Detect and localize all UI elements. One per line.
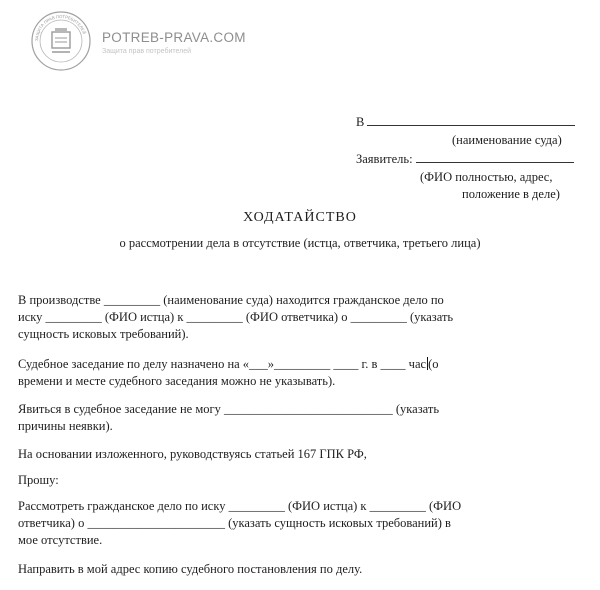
text-line: Рассмотреть гражданское дело по иску _________ (ФИО истца) к _________ (ФИО	[18, 499, 462, 513]
court-line	[356, 113, 575, 130]
paragraph-legal-basis	[18, 446, 578, 463]
paragraph-case-info	[18, 292, 578, 343]
watermark	[30, 10, 270, 70]
court-hint: (наименование суда)	[452, 133, 562, 147]
text-line: причины неявки).	[18, 419, 113, 433]
text-line: ответчика) о ______________________ (указать сущность исковых требований) в	[18, 516, 451, 530]
watermark-tagline: Защита прав потребителей	[102, 48, 192, 55]
watermark-site: POTREB-PRAVA.COM	[102, 30, 246, 45]
document-subtitle: о рассмотрении дела в отсутствие (истца, ответчика, третьего лица)	[119, 236, 481, 250]
applicant-hint-1: (ФИО полностью, адрес,	[420, 170, 553, 184]
text-segment: Судебное заседание по делу назначено на «___»_________ ____ г. в ____ час	[18, 357, 427, 371]
text-line: Явиться в судебное заседание не могу ___________________________ (указать	[18, 402, 440, 416]
text-line: Направить в мой адрес копию судебного постановления по делу.	[18, 562, 363, 576]
paragraph-request-label	[18, 472, 578, 489]
applicant-blank	[416, 150, 574, 163]
paragraph-copy-request	[18, 561, 578, 578]
text-line: времени и месте судебного заседания можно не указывать).	[18, 374, 336, 388]
applicant-hint-2: положение в деле)	[462, 187, 560, 201]
text-line: Прошу:	[18, 473, 59, 487]
text-line: В производстве _________ (наименование суда) находится гражданское дело по	[18, 293, 444, 307]
court-blank	[367, 113, 575, 126]
applicant-line	[356, 150, 574, 167]
text-line: На основании изложенного, руководствуясь статьей 167 ГПК РФ,	[18, 447, 367, 461]
paragraph-absence-reason	[18, 401, 578, 435]
court-prefix: В	[356, 115, 365, 129]
paragraph-hearing-date	[18, 356, 578, 390]
text-segment: (о	[428, 357, 439, 371]
text-line: иску _________ (ФИО истца) к _________ (ФИО ответчика) о _________ (указать	[18, 310, 454, 324]
document-title: ХОДАТАЙСТВО	[243, 210, 357, 225]
paragraph-request	[18, 498, 578, 549]
text-line: мое отсутствие.	[18, 533, 103, 547]
applicant-label: Заявитель:	[356, 152, 413, 166]
seal-text: ЗАЩИТА ПРАВ ПОТРЕБИТЕЛЕЙ	[33, 13, 87, 42]
seal-logo-icon	[30, 10, 92, 72]
text-line	[18, 356, 578, 373]
text-line: сущность исковых требований).	[18, 327, 189, 341]
